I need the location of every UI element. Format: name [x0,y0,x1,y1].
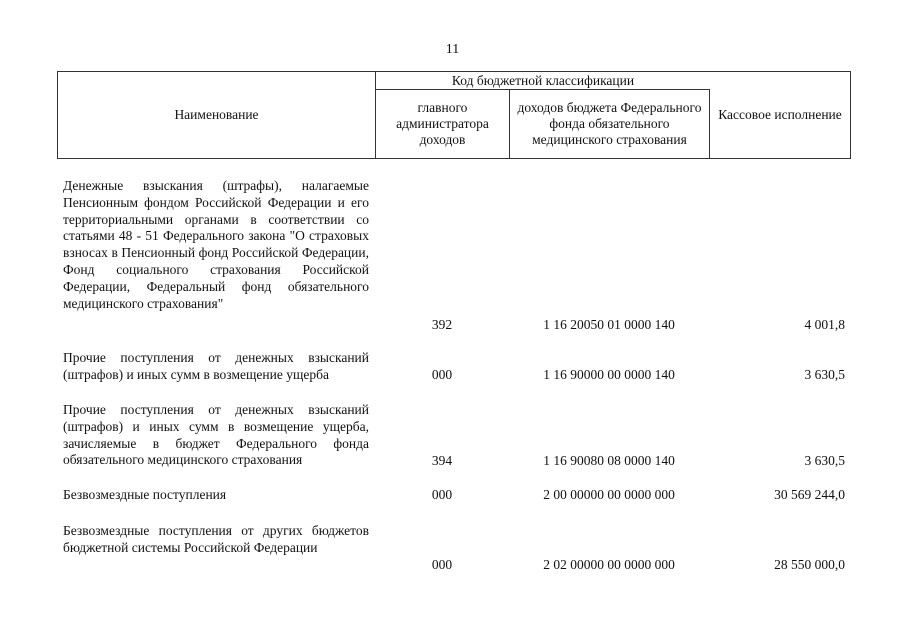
table-row [0,402,905,470]
row-admin-code: 392 [431,317,453,333]
row-classification-code: 2 00 00000 00 0000 000 [543,487,675,503]
table-row [0,178,905,334]
row-classification-code: 2 02 00000 00 0000 000 [543,557,675,573]
table-row [0,350,905,384]
row-name: Денежные взыскания (штрафы), налагаемые Пенсионным фондом Российской Федерации и его территориальными органами в соответствии со статьями 48 - 51 Федерального закона "О страховых взносах в Пенсионный фонд Российской Федерации, Фонд социального страхования Российской Федерации, Федеральный фонд обязательного медицинского страхования" [63,178,369,311]
row-name: Безвозмездные поступления [63,487,227,502]
row-admin-code: 000 [431,367,453,383]
table-header [57,71,851,159]
row-amount: 3 630,5 [804,367,845,383]
header-income: доходов бюджета Федерального фонда обязательного медицинского страхования [510,90,710,158]
row-amount: 3 630,5 [804,453,845,469]
row-amount: 28 550 000,0 [774,557,845,573]
table-row [0,523,905,574]
header-code-group: Код бюджетной классификации [376,72,710,90]
header-name: Наименование [58,72,376,158]
row-name: Безвозмездные поступления от других бюджетов бюджетной системы Российской Федерации [63,523,369,555]
row-amount: 30 569 244,0 [774,487,845,503]
header-execution: Кассовое исполнение [718,107,842,122]
row-admin-code: 000 [431,487,453,503]
page-number: 11 [445,42,460,57]
header-admin: главного администратора доходов [376,90,510,158]
table-row [0,487,905,504]
row-name: Прочие поступления от денежных взысканий (штрафов) и иных сумм в возмещение ущерба, зачисляемые в бюджет Федерального фонда обязательного медицинского страхования [63,402,369,468]
row-amount: 4 001,8 [804,317,845,333]
row-classification-code: 1 16 20050 01 0000 140 [543,317,675,333]
row-classification-code: 1 16 90000 00 0000 140 [543,367,675,383]
row-admin-code: 000 [431,557,453,573]
row-name: Прочие поступления от денежных взысканий (штрафов) и иных сумм в возмещение ущерба [63,350,369,382]
row-admin-code: 394 [431,453,453,469]
row-classification-code: 1 16 90080 08 0000 140 [543,453,675,469]
